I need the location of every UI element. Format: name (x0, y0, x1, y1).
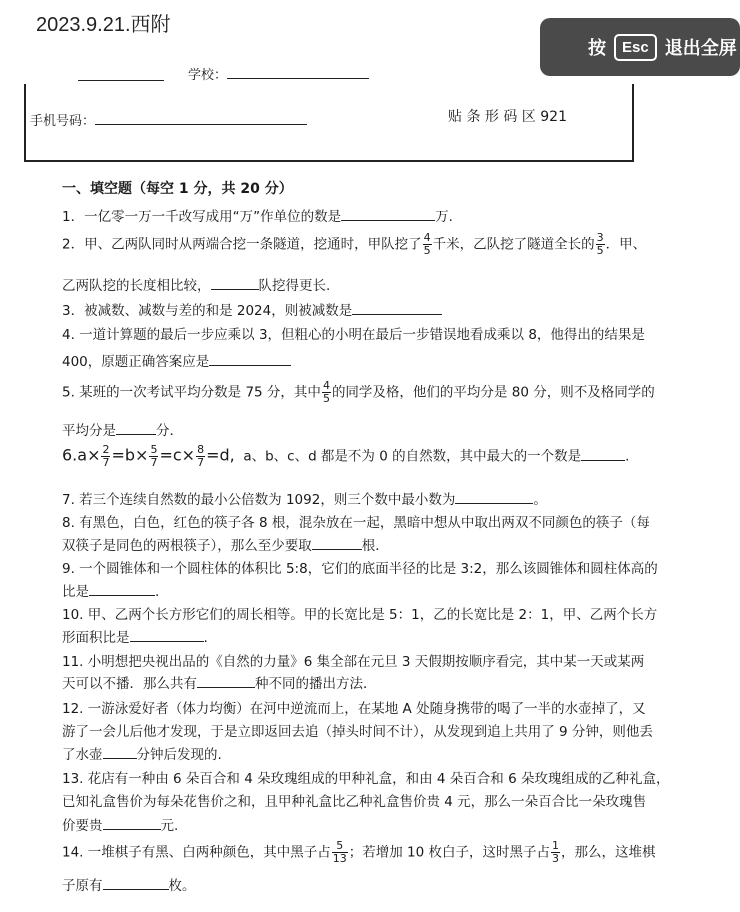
q3-blank (352, 314, 442, 315)
question-2 (62, 232, 646, 257)
q5-blank (116, 434, 156, 435)
q14-line2-text: 子原有 (62, 878, 103, 894)
q6-fraction-2: $\frac{5}{7}$ (150, 443, 158, 469)
q6-term-a: a× (77, 445, 101, 465)
q14-line2-end: 枚。 (168, 878, 196, 894)
press-label: 按 (588, 38, 606, 59)
q1-blank (341, 220, 435, 221)
school-blank (227, 78, 369, 79)
q12-line3-end: 分钟后发现的. (136, 747, 222, 763)
q6-number: 6. (62, 445, 78, 465)
question-3 (62, 299, 442, 319)
q6-end: . (625, 448, 630, 465)
question-4-line2 (62, 350, 291, 370)
q13-line3-text: 价要贵 (62, 818, 103, 834)
q11-line2-text: 天可以不播．那么共有 (62, 676, 197, 692)
q8-line2-text: 双筷子是同色的两根筷子），那么至少要取 (62, 538, 312, 554)
q6-term-d: =d, (206, 445, 235, 465)
question-12-line3 (62, 743, 222, 763)
q6-term-c: =c× (159, 445, 196, 465)
question-8-line2 (62, 534, 389, 554)
q5-line2-end: 分． (156, 423, 183, 439)
q6-fraction-3: $\frac{8}{7}$ (197, 443, 205, 469)
q2-line2-text: 乙两队挖的长度相比较， (62, 278, 211, 294)
exit-fullscreen-hint[interactable] (540, 18, 740, 76)
q6-term-b: =b× (111, 445, 149, 465)
question-7 (62, 488, 547, 508)
section-heading: 一、填空题（每空 1 分，共 20 分） (62, 181, 293, 197)
q2-fraction-2: $\frac{3}{5}$ (596, 231, 604, 257)
q14-text: 14. 一堆棋子有黑、白两种颜色，其中黑子占 (62, 844, 331, 861)
q14-text-mid: ；若增加 10 枚白子，这时黑子占 (348, 844, 551, 861)
school-field (188, 64, 369, 83)
phone-field (30, 110, 307, 129)
exit-fullscreen-label: 退出全屏 (664, 38, 737, 59)
q6-blank (581, 460, 625, 461)
question-12-line1: 12. 一游泳爱好者（体力均衡）在河中逆流而上，在某地 A 处随身携带的喝了一半的水壶掉了，又 (62, 701, 646, 717)
q5-text-end: 的同学及格，他们的平均分是 80 分，则不及格同学的 (331, 384, 655, 401)
q6-text: a、b、c、d 都是不为 0 的自然数，其中最大的一个数是 (243, 448, 582, 465)
q7-text: 7. 若三个连续自然数的最小公倍数为 1092，则三个数中最小数为 (62, 492, 456, 508)
question-4-line1: 4. 一道计算题的最后一步应乘以 3，但粗心的小明在最后一步错误地看成乘以 8，他得出的结果是 (62, 327, 645, 343)
question-10-line2 (62, 626, 208, 646)
q5-line2-text: 平均分是 (62, 423, 116, 439)
name-blank (78, 64, 164, 81)
question-9-line2 (62, 580, 159, 600)
question-13-line1: 13. 花店有一种由 6 朵百合和 4 朵玫瑰组成的甲种礼盒，和由 4 朵百合和 6 朵玫瑰组成的乙种礼盒， (62, 771, 670, 787)
page-title: 2023.9.21.西附 (36, 14, 171, 36)
question-14 (62, 840, 656, 865)
question-5-line2 (62, 419, 183, 439)
question-9-line1: 9. 一个圆锥体和一个圆柱体的体积比 5:8，它们的底面半径的比是 3:2，那么该圆锥体和圆柱体高的 (62, 561, 658, 577)
question-13-line3 (62, 814, 178, 834)
q7-end: 。 (533, 492, 547, 508)
q2-line2-end: 队挖得更长. (258, 278, 331, 294)
q12-line3-text: 了水壶 (62, 747, 103, 763)
question-6 (62, 444, 629, 469)
q1-text: 1．一亿零一万一千改写成用“万”作单位的数是 (62, 209, 342, 225)
question-10-line1: 10. 甲、乙两个长方形它们的周长相等。甲的长宽比是 5：1，乙的长宽比是 2：1，甲、乙两个长方 (62, 607, 658, 623)
q2-blank (211, 289, 259, 290)
q2-text-mid: 千米，乙队挖了隧道全长的 (432, 236, 595, 253)
q6-fraction-1: $\frac{2}{7}$ (102, 443, 110, 469)
q10-line2-end: . (203, 630, 208, 646)
question-1 (62, 205, 453, 225)
q13-blank (103, 829, 161, 830)
question-11-line1: 11. 小明想把央视出品的《自然的力量》6 集全部在元旦 3 天假期按顺序看完，其中某一天或某两 (62, 654, 645, 670)
q2-text: 2．甲、乙两队同时从两端合挖一条隧道，挖通时，甲队挖了 (62, 236, 422, 253)
q10-blank (130, 641, 204, 642)
q11-blank (197, 687, 255, 688)
q5-fraction: $\frac{4}{5}$ (322, 379, 330, 405)
q13-line3-end: 元. (160, 818, 179, 834)
q14-text-end: ，那么，这堆棋 (561, 844, 656, 861)
question-13-line2: 已知礼盒售价为每朵花售价之和，且甲种礼盒比乙种礼盒售价贵 4 元，那么一朵百合比一朵玫瑰售 (62, 794, 647, 810)
q14-fraction-1: $\frac{5}{13}$ (332, 839, 347, 865)
q8-blank (312, 549, 362, 550)
q2-text-end: ．甲、 (605, 236, 647, 253)
question-8-line1: 8. 有黑色，白色，红色的筷子各 8 根，混杂放在一起，黑暗中想从中取出两双不同颜色的筷子（每 (62, 515, 650, 531)
q3-text: 3．被减数、减数与差的和是 2024，则被减数是 (62, 303, 353, 319)
q1-text-end: 万. (435, 209, 453, 225)
q9-line2-end: . (155, 584, 160, 600)
question-11-line2 (62, 672, 377, 692)
q11-line2-end: 种不同的播出方法． (255, 676, 377, 692)
q14-blank (103, 889, 169, 890)
question-2-line2 (62, 274, 330, 294)
q7-blank (455, 503, 533, 504)
barcode-area-label: 贴 条 形 码 区 921 (448, 109, 567, 125)
phone-blank (95, 124, 307, 125)
q4-blank (209, 365, 291, 366)
question-5 (62, 380, 655, 405)
q8-line2-end: 根． (361, 538, 389, 554)
q14-fraction-2: $\frac{1}{3}$ (552, 839, 560, 865)
phone-label: 手机号码： (30, 114, 96, 129)
q12-blank (103, 758, 137, 759)
q5-text: 5. 某班的一次考试平均分数是 75 分，其中 (62, 384, 321, 401)
q2-fraction-1: $\frac{4}{5}$ (423, 231, 431, 257)
q10-line2-text: 形面积比是 (62, 630, 130, 646)
q9-line2-text: 比是 (62, 584, 89, 600)
esc-key-icon[interactable]: Esc (614, 34, 657, 61)
school-label: 学校： (188, 68, 228, 83)
q9-blank (89, 595, 155, 596)
q4-line2-text: 400，原题正确答案应是 (62, 354, 210, 370)
question-14-line2 (62, 874, 196, 894)
question-12-line2: 游了一会儿后他才发现，于是立即返回去追（掉头时间不计），从发现到追上共用了 9 分钟，则他丢 (62, 724, 653, 740)
